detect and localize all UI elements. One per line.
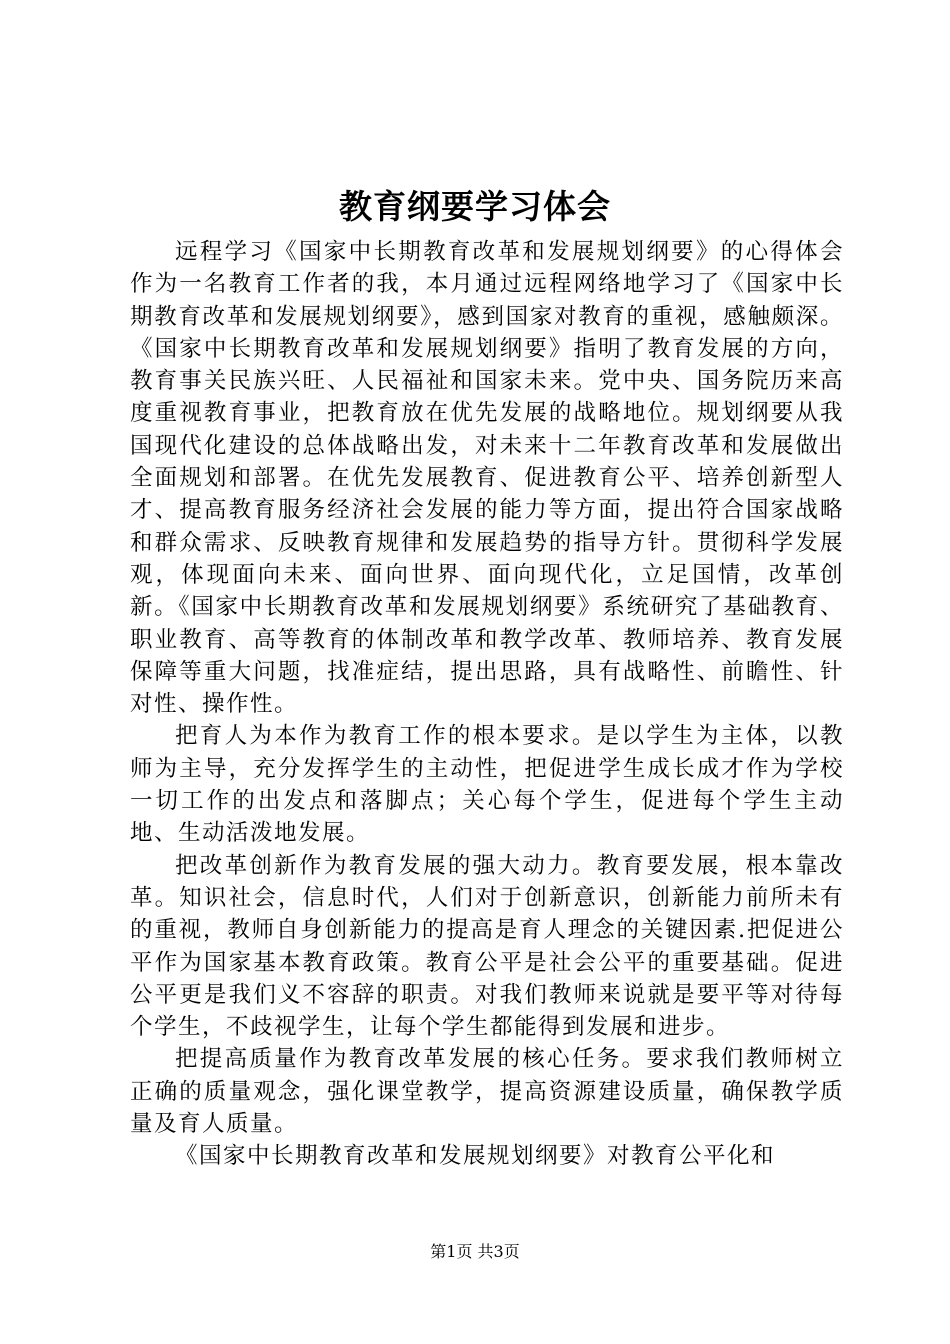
paragraph-1: 远程学习《国家中长期教育改革和发展规划纲要》的心得体会作为一名教育工作者的我，本月通过远程网络地学习了《国家中长期教育改革和发展规划纲要》，感到国家对教育的重视，感触颇深。《国家中长期教育改革和发展规划纲要》指明了教育发展的方向，教育事关民族兴旺、人民福祉和国家未来。党中央、国务院历来高度重视教育事业，把教育放在优先发展的战略地位。规划纲要从我国现代化建设的总体战略出发，对未来十二年教育改革和发展做出全面规划和部署。在优先发展教育、促进教育公平、培养创新型人才、提高教育服务经济社会发展的能力等方面，提出符合国家战略和群众需求、反映教育规律和发展趋势的指导方针。贯彻科学发展观，体现面向未来、面向世界、面向现代化，立足国情，改革创新。《国家中长期教育改革和发展规划纲要》系统研究了基础教育、职业教育、高等教育的体制改革和教学改革、教师培养、教育发展保障等重大问题，找准症结，提出思路，具有战略性、前瞻性、针对性、操作性。 [130,239,844,718]
paragraph-2: 把育人为本作为教育工作的根本要求。是以学生为主体，以教师为主导，充分发挥学生的主动性，把促进学生成长成才作为学校一切工作的出发点和落脚点；关心每个学生，促进每个学生主动地、生动活泼地发展。 [130,723,844,847]
paragraph-4: 把提高质量作为教育改革发展的核心任务。要求我们教师树立正确的质量观念，强化课堂教学，提高资源建设质量，确保教学质量及育人质量。 [130,1046,844,1138]
document-body [130,236,844,1173]
paragraph-3: 把改革创新作为教育发展的强大动力。教育要发展，根本靠改革。知识社会，信息时代，人们对于创新意识，创新能力前所未有的重视，教师自身创新能力的提高是育人理念的关键因素.把促进公平作为国家基本教育政策。教育公平是社会公平的重要基础。促进公平更是我们义不容辞的职责。对我们教师来说就是要平等对待每个学生，不歧视学生，让每个学生都能得到发展和进步。 [130,852,844,1041]
paragraph-5: 《国家中长期教育改革和发展规划纲要》对教育公平化和 [175,1143,776,1170]
page-footer: 第1页 共3页 [430,1242,520,1261]
document-title: 教育纲要学习体会 [339,187,611,226]
